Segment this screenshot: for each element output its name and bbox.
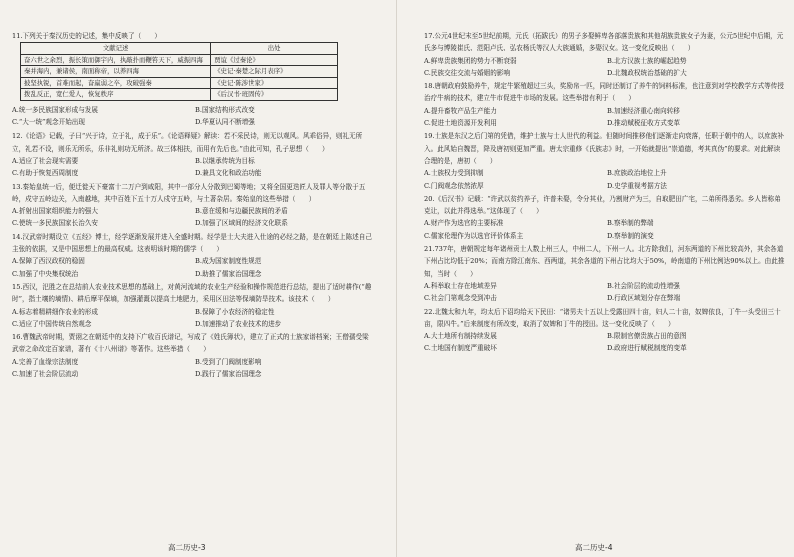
option-b: B.社会阶层的流动性增强	[607, 281, 680, 290]
option-c: C.加速了社会阶层流动	[12, 370, 79, 379]
answer-options	[12, 356, 374, 381]
answer-options	[424, 280, 786, 305]
table-header: 出处	[211, 43, 338, 55]
question-22	[424, 306, 786, 355]
question-stem: 14.汉武帝时期设立《五经》博士，经学逐渐发展并进入全盛时期。经学是士大夫进入仕途的必经之路，是在朝廷上陈述自己主张的依据，又是中国思想上的最高权威。这表明该时期的儒学（ ）	[12, 232, 372, 254]
question-19	[424, 130, 786, 191]
option-a: A.统一多民族国家形成与发展	[12, 105, 98, 114]
table-row	[21, 77, 338, 89]
question-11	[12, 30, 374, 128]
exam-page-left	[12, 30, 374, 550]
source-table	[20, 42, 338, 101]
answer-options	[12, 104, 374, 129]
option-a: A.提升畜牧产品生产能力	[424, 106, 497, 115]
table-cell: 披坚执锐，首难而起，奋羸弱之卒，攻破强秦	[21, 77, 211, 89]
option-d: D.察举制的演变	[607, 231, 654, 240]
question-14	[12, 231, 374, 280]
option-b: B.庶族政治地位上升	[607, 169, 667, 178]
option-d: D.助推了儒家治国理念	[195, 269, 262, 278]
answer-options	[12, 306, 374, 331]
option-c: C.土地国有制度严重破坏	[424, 344, 497, 353]
question-13	[12, 181, 374, 230]
option-d: D.推动赋税征收方式变革	[607, 119, 681, 128]
option-a: A.标志着精耕细作农业的形成	[12, 307, 98, 316]
answer-options	[424, 217, 786, 242]
question-stem: 22.北魏太和九年，均太后下诏均给天下民田：“诸男夫十五以上受露田四十亩，妇人二十亩，奴婢依良，丁牛一头受田三十亩，限四牛。”后来制度有所改变，取消了奴婢和丁牛的授田。这一变化反映了（ ）	[424, 307, 781, 328]
table-row	[21, 66, 338, 78]
option-d: D.加强了区域间的经济文化联系	[195, 219, 288, 228]
option-b: B.成为国家制度性规范	[195, 257, 262, 266]
option-c: C.促进土地资源开发利用	[424, 119, 497, 128]
option-d: D.政府进行赋税制度的变革	[607, 344, 687, 353]
option-b: B.保障了小农经济的稳定性	[195, 307, 275, 316]
table-row	[21, 54, 338, 66]
question-stem: 19.士族是东汉之后门第的凭借，维护士族与士人世代的利益。但随时间推移他们逐渐走向衰落，任职于朝中的人，以庶族补入。此风始自魏晋，降及唐初则更加严重。唐太宗重修《氏族志》时，一开始就提出“崇道德，考其真伪”的要求。对此解读合理的是，唐初（ ）	[424, 132, 784, 165]
option-c: C.社会门第观念受到冲击	[424, 294, 497, 303]
question-stem: 17.公元4世纪末至5世纪前期，元氏（拓跋氏）的男子多娶鲜卑各部落贵族和其他胡族贵族女子为妻，公元5世纪中后期，元氏多与博陵崔氏、范阳卢氏、弘农杨氏等汉人大族通婚，多娶汉女。这一变化反映出（ ）	[424, 32, 784, 53]
option-c: C.儒家伦理作为以选官评价体系主	[424, 231, 524, 240]
answer-options	[424, 167, 786, 192]
option-d: D.兼具文化和政治功能	[195, 169, 262, 178]
option-b: B.北方汉族士族的崛起趋势	[607, 56, 687, 65]
question-20	[424, 193, 786, 242]
option-c: C.加强了中央集权统治	[12, 269, 79, 278]
option-d: D.北魏政权统治基础的扩大	[607, 68, 687, 77]
option-a: A.保障了西汉政权的稳固	[12, 257, 85, 266]
exam-page-right	[424, 30, 786, 550]
option-d: D.践行了儒家治国理念	[195, 370, 262, 379]
question-12	[12, 130, 374, 179]
question-15	[12, 281, 374, 330]
answer-options	[424, 105, 786, 130]
option-b: B.限制官僚贵族占田的意图	[607, 332, 687, 341]
option-d: D.华夏认同不断增强	[195, 118, 255, 127]
option-b: B.以继承传统为目标	[195, 156, 255, 165]
table-cell: 奋六世之余烈，振长策而御宇内，执敲扑而鞭笞天下，威振四海	[21, 54, 211, 66]
option-d: D.史学重视考据方法	[607, 181, 667, 190]
question-stem: 16.曹魏武帝时期，贾诩之在朝廷中的支持下广收百氏谱记，写成了《姓氏簿状》，建立了正式的士族家谱档案；王僧孺受梁武帝之命改定百家谱，著有《十八州谱》等著作。这些举措（ ）	[12, 333, 369, 354]
answer-options	[424, 330, 786, 355]
answer-options	[424, 55, 786, 80]
option-c: C.适应了中国传统自然观念	[12, 319, 92, 328]
question-stem: 20.《后汉书》记载：“许武以贫约养子，许普未娶，令分其业，乃割财产为三，自取肥田广宅，二弟所得悉劣。乡人皆称弟克让，以此并得选举。”这体现了（ ）	[424, 194, 781, 216]
option-a: A.财产作为选官的主要标准	[424, 219, 504, 228]
answer-options	[12, 255, 374, 280]
question-stem: 13.秦始皇统一后，便迁徙天下豪富十二万户到咸阳，其中一部分人分散到巴蜀等地；又将全国更迭匠人及罪人等分散于五岭，戍守五岭边关，入南越地，其中百姓下五十万人戍守五岭，与土著杂居。秦始皇的这些举措（ ）	[12, 182, 366, 203]
option-a: A.鲜卑贵族集团的势力不断衰弱	[424, 56, 517, 65]
option-c: C.使统一多民族国家长治久安	[12, 219, 99, 228]
option-b: B.察举制的弊端	[607, 219, 654, 228]
table-cell: 《史记·秦楚之际月表序》	[211, 66, 338, 78]
option-a: A.大土地所有制持续发展	[424, 332, 497, 341]
table-row	[21, 89, 338, 101]
option-b: B.加速经济重心南向转移	[607, 106, 680, 115]
option-c: C.有助于恢复西周制度	[12, 169, 79, 178]
option-a: A.士族权力受到抑制	[424, 169, 484, 178]
option-b: B.受到了门阀制度影响	[195, 357, 262, 366]
option-c: C.民族交往交流与婚姻的影响	[424, 68, 511, 77]
table-cell: 拨乱反正，宽仁爱人，恢复秩序	[21, 89, 211, 101]
question-21	[424, 243, 786, 304]
option-a: A.完善了血缘宗法制度	[12, 357, 79, 366]
answer-options	[12, 205, 374, 230]
option-d: D.行政区域划分存在弊端	[607, 294, 681, 303]
question-18	[424, 80, 786, 129]
page-number-right: 高二历史-4	[575, 543, 613, 552]
question-17	[424, 30, 786, 79]
option-a: A.适应了社会现实需要	[12, 156, 79, 165]
question-stem: 11.下列关于秦汉历史的记述，集中反映了（ ）	[12, 32, 161, 40]
question-stem: 18.唐朝政府鼓励养牛，规定牛繁殖超过三头，奖励帛一匹，同时还制订了养牛的饲料标准，也注意到对学校教学方式等传授治疗牛病的技术，建立牛市促进牛市场的发展。这些举措有利于（ ）	[424, 82, 784, 103]
page-fold	[396, 0, 397, 557]
question-16	[12, 331, 374, 380]
page-number-left: 高二历史-3	[168, 543, 206, 552]
option-c: C.门阀观念依然浓厚	[424, 181, 484, 190]
option-a: A.科举取士存在地域差异	[424, 281, 497, 290]
option-c: C.“大一统”观念开始出现	[12, 118, 85, 127]
table-header: 文献记述	[21, 43, 211, 55]
question-stem: 12.《论语》记载，子曰“兴于诗，立于礼，成于乐”。《论语释疑》解读：若不采民诗，则无以观风。风乖俗异，则礼无所立，礼若不设，则乐无所乐，乐非礼则功无所济。故三体相扶，而用有先后也。”由此可知，孔子思想（ ）	[12, 132, 363, 153]
question-stem: 21.737年，唐朝规定每年诸州贡士人数上州三人，中州二人，下州一人。北方除我们，河东两道的下州比较高外，其余各道下州占比均低于20%；而南方除江南东、西两道，其余各道的下州占比均大于50%，岭南道的下州比例达90%以上。由此推知，当时（ ）	[424, 245, 785, 278]
question-stem: 15.西汉，汜胜之在总结前人农业技术思想的基础上，对黄河流域的农业生产经验和操作规范进行总结，提出了适时耕作(“趣时”，指土壤的墒情)、耕后摩平保墒，加强灌溉以提高土地肥力，采用区田法等保墒防旱技术。该技术（ ）	[12, 282, 372, 304]
option-a: A.折射出国家组织能力的强大	[12, 207, 98, 216]
option-b: B.意在缓和与边疆民族间的矛盾	[195, 207, 288, 216]
table-cell: 《后汉书·班固传》	[211, 89, 338, 101]
option-d: D.加速推动了农业技术的进步	[195, 319, 282, 328]
table-cell: 《史记·陈涉世家》	[211, 77, 338, 89]
table-cell: 贾谊《过秦论》	[211, 54, 338, 66]
table-cell: 秦并海内，兼诸侯，南面称帝，以养四海	[21, 66, 211, 78]
option-b: B.国家结构形式改变	[195, 105, 255, 114]
answer-options	[12, 155, 374, 180]
